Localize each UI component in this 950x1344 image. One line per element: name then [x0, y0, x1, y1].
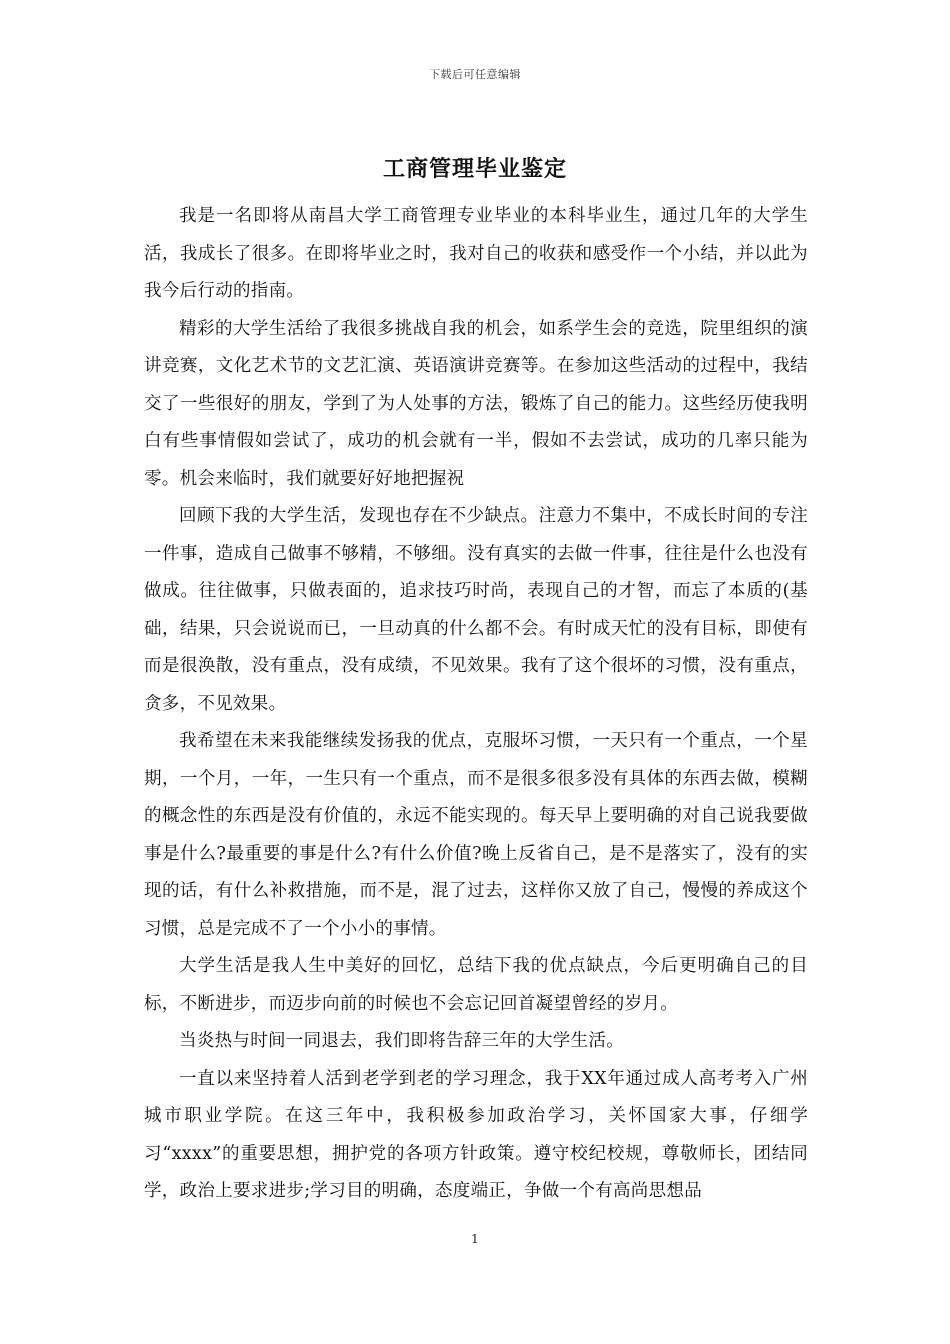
paragraph-3: 回顾下我的大学生活，发现也存在不少缺点。注意力不集中，不成长时间的专注一件事，造成自己做事不够精，不够细。没有真实的去做一件事，往往是什么也没有做成。往往做事，只做表面的，追求技巧时尚，表现自己的才智，而忘了本质的(基础，结果，只会说说而已，一旦动真的什么都不会。有时成天忙的没有目标，即使有而是很涣散，没有重点，没有成绩，不见效果。我有了这个很坏的习惯，没有重点，贪多，不见效果。 — [144, 506, 808, 714]
header-note: 下载后可任意编辑 — [429, 68, 521, 81]
document-body — [144, 198, 808, 1211]
paragraph-2: 精彩的大学生活给了我很多挑战自我的机会，如系学生会的竞选，院里组织的演讲竞赛，文化艺术节的文艺汇演、英语演讲竞赛等。在参加这些活动的过程中，我结交了一些很好的朋友，学到了为人处事的方法，锻炼了自己的能力。这些经历使我明白有些事情假如尝试了，成功的机会就有一半，假如不去尝试，成功的几率只能为零。机会来临时，我们就要好好地把握祝 — [144, 318, 808, 489]
paragraph-5: 大学生活是我人生中美好的回忆，总结下我的优点缺点，今后更明确自己的目标，不断进步，而迈步向前的时候也不会忘记回首凝望曾经的岁月。 — [144, 956, 808, 1014]
paragraph-7: 一直以来坚持着人活到老学到老的学习理念，我于XX年通过成人高考考入广州城市职业学院。在这三年中，我积极参加政治学习，关怀国家大事，仔细学习“xxxx”的重要思想，拥护党的各项方针政策。遵守校纪校规，尊敬师长，团结同学，政治上要求进步;学习目的明确，态度端正，争做一个有高尚思想品 — [144, 1068, 808, 1201]
document-title: 工商管理毕业鉴定 — [382, 156, 567, 182]
paragraph-1: 我是一名即将从南昌大学工商管理专业毕业的本科毕业生，通过几年的大学生活，我成长了很多。在即将毕业之时，我对自己的收获和感受作一个小结，并以此为我今后行动的指南。 — [144, 206, 808, 301]
page-number: 1 — [471, 1232, 479, 1246]
paragraph-4: 我希望在未来我能继续发扬我的优点，克服坏习惯，一天只有一个重点，一个星期，一个月，一年，一生只有一个重点，而不是很多很多没有具体的东西去做，模糊的概念性的东西是没有价值的，永远不能实现的。每天早上要明确的对自己说我要做事是什么?最重要的事是什么?有什么价值?晚上反省自己，是不是落实了，没有的实现的话，有什么补救措施，而不是，混了过去，这样你又放了自己，慢慢的养成这个习惯，总是完成不了一个小小的事情。 — [144, 731, 808, 939]
paragraph-6: 当炎热与时间一同退去，我们即将告辞三年的大学生活。 — [179, 1031, 624, 1051]
